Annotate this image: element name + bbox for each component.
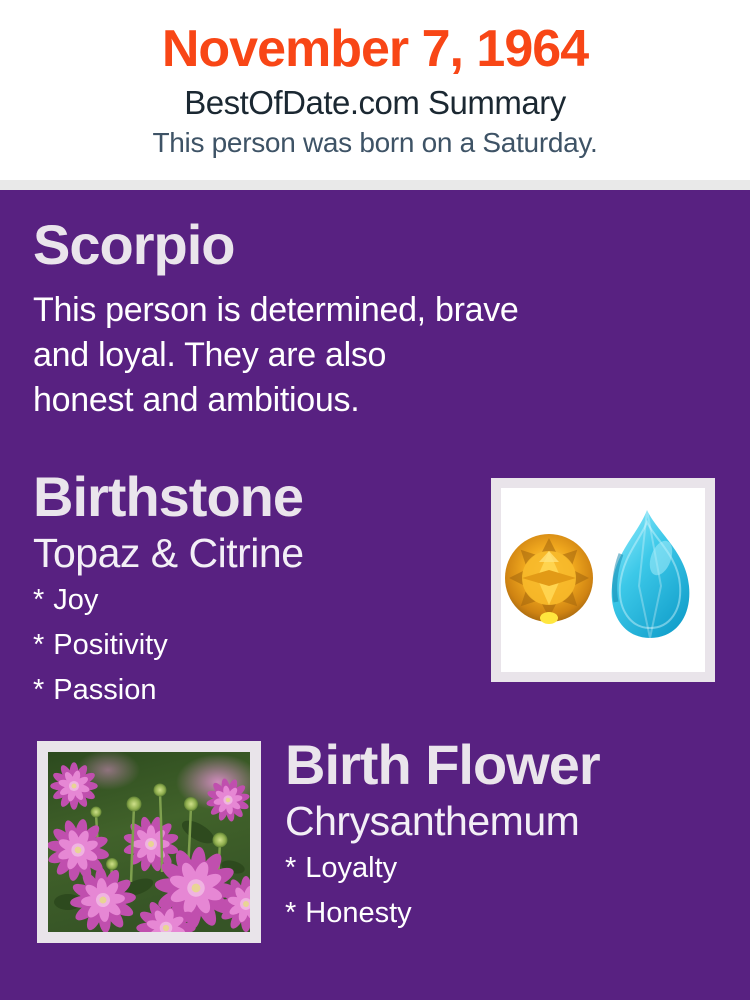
trait-bullet: * xyxy=(285,897,297,929)
divider xyxy=(0,180,750,190)
citrine-and-topaz-gems-icon xyxy=(501,488,705,672)
birthstone-names: Topaz & Citrine xyxy=(33,530,304,576)
trait-bullet: * xyxy=(33,674,45,706)
site-summary-title: BestOfDate.com Summary xyxy=(184,83,566,121)
trait-item xyxy=(33,578,168,623)
trait-label: Honesty xyxy=(305,897,412,929)
trait-item xyxy=(33,623,168,668)
trait-item xyxy=(33,668,168,713)
pink-chrysanthemums-icon xyxy=(48,752,250,932)
zodiac-sign-heading: Scorpio xyxy=(33,213,235,276)
trait-bullet: * xyxy=(33,629,45,661)
zodiac-panel xyxy=(0,190,750,1000)
trait-bullet: * xyxy=(33,584,45,616)
trait-item xyxy=(285,891,412,936)
trait-label: Passion xyxy=(53,674,157,706)
trait-label: Positivity xyxy=(53,629,168,661)
date-title: November 7, 1964 xyxy=(161,20,589,78)
birth-flower-photo xyxy=(37,741,261,943)
gems-image xyxy=(501,488,705,672)
weekday-note: This person was born on a Saturday. xyxy=(152,126,598,158)
birth-flower-heading: Birth Flower xyxy=(285,733,600,796)
birthstone-traits-list xyxy=(33,578,168,713)
trait-item xyxy=(285,846,412,891)
trait-label: Loyalty xyxy=(305,852,398,884)
birth-flower-traits-list xyxy=(285,846,412,936)
birthstone-photo xyxy=(491,478,715,682)
header xyxy=(0,0,750,180)
birthstone-heading: Birthstone xyxy=(33,465,303,528)
zodiac-description: This person is determined, brave and loyal. They are also honest and ambitious. xyxy=(33,291,519,419)
flower-image xyxy=(48,752,250,932)
trait-label: Joy xyxy=(53,584,99,616)
birth-flower-name: Chrysanthemum xyxy=(285,798,580,844)
trait-bullet: * xyxy=(285,852,297,884)
